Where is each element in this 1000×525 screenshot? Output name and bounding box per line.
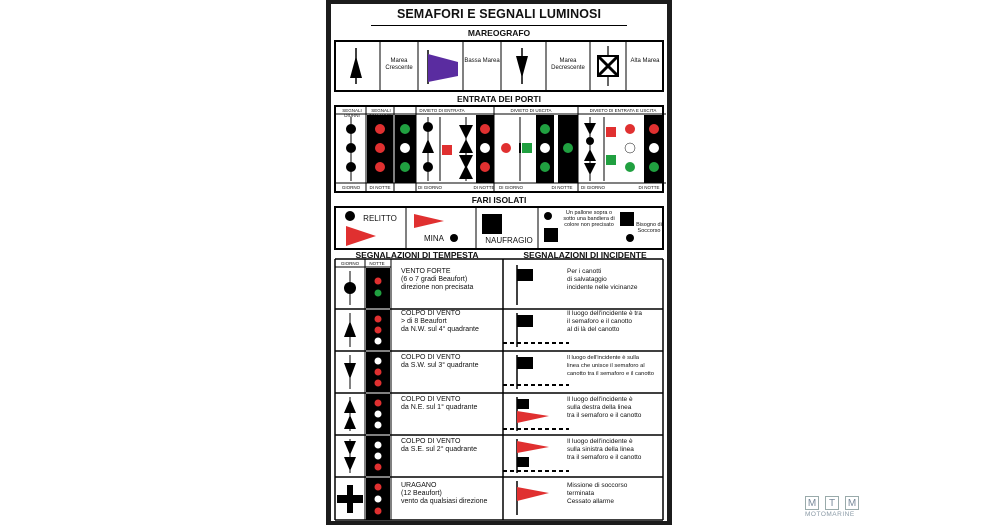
giorno-header: GIORNO <box>340 261 360 266</box>
notte-header: NOTTE <box>369 261 385 266</box>
tempesta-title: SEGNALAZIONI DI TEMPESTA <box>355 250 479 260</box>
tempesta-row-5: COLPO DI VENTO da S.E. sul 2° quadrante <box>401 438 477 453</box>
tempesta-row-3: COLPO DI VENTO da S.W. sul 3° quadrante <box>401 354 479 369</box>
tempesta-row-2: COLPO DI VENTO > di 8 Beaufort da N.W. sul 4° quadrante <box>401 310 479 333</box>
porti-footer-3: DI GIORNO <box>417 185 442 190</box>
incidente-row-3: Il luogo dell'incidente è sulla linea che unisce il semaforo al canotto tra il semaforo e il canotto <box>567 355 654 377</box>
marea-crescente-label: Marea Crescente <box>385 58 413 71</box>
porti-symbols <box>336 107 666 195</box>
tempesta-row-4: COLPO DI VENTO da N.E. sul 1° quadrante <box>401 396 478 411</box>
incidente-row-6: Missione di soccorso terminata Cessato allarme <box>567 482 628 505</box>
porti-footer-8: DI NOTTE <box>638 185 660 190</box>
fari-naufragio-label: NAUFRAGIO <box>485 236 533 245</box>
incidente-row-2: Il luogo dell'incidente è tra il semaforo e il canotto al di là del canotto <box>567 310 642 333</box>
porti-header-notturni: SEGNALI <box>371 108 391 113</box>
mareografo-title: MAREOGRAFO <box>467 28 531 38</box>
fari-title: FARI ISOLATI <box>471 195 527 205</box>
bassa-marea-label: Bassa Marea <box>464 58 500 64</box>
porti-footer-1: GIORNO <box>341 185 361 190</box>
porti-footer-7: DI GIORNO <box>580 185 605 190</box>
porti-footer-4: DI NOTTE <box>473 185 495 190</box>
porti-footer-6: DI NOTTE <box>551 185 573 190</box>
porti-footer-5: DI GIORNO <box>498 185 523 190</box>
porti-header-diurni: SEGNALI DIURNI <box>342 108 362 118</box>
porti-title: ENTRATA DEI PORTI <box>457 94 541 104</box>
tempesta-row-1: VENTO FORTE (6 o 7 gradi Beaufort) direzione non precisata <box>401 268 474 291</box>
signal-card <box>326 0 672 525</box>
logo-letter-2: T <box>825 496 839 510</box>
fari-relitto-label: RELITTO <box>363 214 397 223</box>
card-title: SEMAFORI E SEGNALI LUMINOSI <box>396 7 602 21</box>
incidente-row-5: Il luogo dell'incidente è sulla sinistra della linea tra il semaforo e il canotto <box>567 438 642 461</box>
logo-letter-1: M <box>805 496 819 510</box>
porti-header-entrata-uscita: DIVIETO DI ENTRATA E USCITA <box>589 108 657 113</box>
title-underline <box>371 25 627 26</box>
marea-decrescente-label: Marea Decrescente <box>551 58 585 71</box>
porti-box <box>334 105 664 193</box>
card-inner <box>331 4 667 521</box>
incidente-row-1: Per i canotti di salvataggio incidente nelle vicinanze <box>567 268 638 291</box>
fari-box <box>334 206 664 250</box>
fari-pallone-label: Un pallone sopra o sotto una bandiera di colore non precisato <box>563 210 615 228</box>
porti-footer-2: DI NOTTE <box>369 185 391 190</box>
logo-subtitle: MOTOMARINE <box>805 511 855 518</box>
incidente-row-4: Il luogo dell'incidente è sulla destra della linea tra il semaforo e il canotto <box>567 396 642 419</box>
porti-header-entrata: DIVIETO DI ENTRATA <box>419 108 465 113</box>
mareografo-box <box>334 40 664 92</box>
incidente-title: SEGNALAZIONI DI INCIDENTE <box>523 250 647 260</box>
fari-mina-label: MINA <box>424 234 444 243</box>
motomarine-logo <box>805 496 875 522</box>
fari-soccorso-label: Bisogno di Soccorso <box>636 222 662 234</box>
logo-letter-3: M <box>845 496 859 510</box>
alta-marea-label: Alta Marea <box>630 58 660 64</box>
porti-header-uscita: DIVIETO DI USCITA <box>510 108 552 113</box>
tempesta-row-6: URAGANO (12 Beaufort) vento da qualsiasi direzione <box>401 482 488 505</box>
